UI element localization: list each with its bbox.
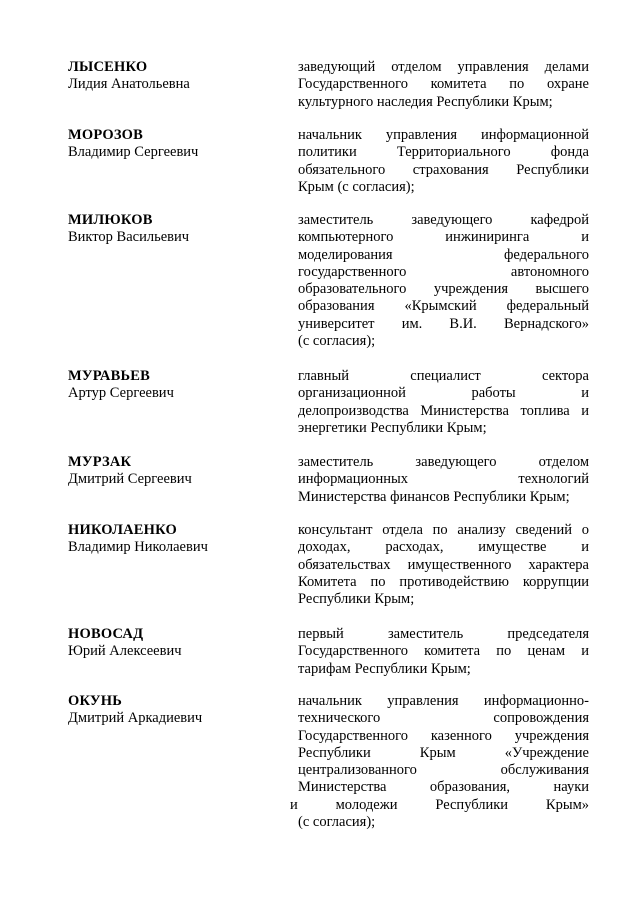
position-line: образовательного учреждения высшего xyxy=(298,281,589,298)
position-line: заместитель заведующего отделом xyxy=(298,454,589,470)
position-line: тарифам Республики Крым; xyxy=(298,660,471,677)
position-line: Государственного комитета по охране xyxy=(298,76,589,93)
person-name-block xyxy=(68,454,278,488)
position-line: моделирования федерального xyxy=(298,246,589,263)
surname: ЛЫСЕНКО xyxy=(68,59,148,75)
position-line: технического сопровождения xyxy=(298,710,589,727)
position-description xyxy=(298,127,589,196)
person-name-block xyxy=(68,212,278,246)
position-line: Республики Крым «Учреждение xyxy=(298,744,589,761)
position-line: Крым (с согласия); xyxy=(298,178,415,195)
position-description xyxy=(298,368,589,437)
position-line: делопроизводства Министерства топлива и xyxy=(298,402,589,419)
position-line: энергетики Республики Крым; xyxy=(298,419,487,436)
position-line: организационной работы и xyxy=(298,385,589,402)
position-line: заместитель заведующего кафедрой xyxy=(298,212,589,228)
position-description xyxy=(290,693,589,831)
position-description xyxy=(298,626,589,678)
given-names: Виктор Васильевич xyxy=(68,229,190,245)
person-name-block xyxy=(68,368,278,402)
surname: НОВОСАД xyxy=(68,626,144,642)
position-line: начальник управления информационной xyxy=(298,127,589,143)
person-name-block xyxy=(68,626,278,660)
person-name-block xyxy=(68,59,278,93)
position-line: Республики Крым; xyxy=(298,591,415,608)
position-description xyxy=(298,522,589,608)
person-name-block xyxy=(68,522,278,556)
given-names: Владимир Сергеевич xyxy=(68,144,199,160)
position-line: первый заместитель председателя xyxy=(298,626,589,642)
surname: МУРАВЬЕВ xyxy=(68,368,151,384)
position-line: (с согласия); xyxy=(298,814,376,831)
position-line: Государственного казенного учреждения xyxy=(298,727,589,744)
given-names: Лидия Анатольевна xyxy=(68,76,190,92)
position-line: доходах, расходах, имуществе и xyxy=(298,539,589,556)
position-line: заведующий отделом управления делами xyxy=(298,59,589,75)
position-line: консультант отдела по анализу сведений о xyxy=(298,522,589,538)
surname: МИЛЮКОВ xyxy=(68,212,153,228)
person-name-block xyxy=(68,127,278,161)
given-names: Дмитрий Сергеевич xyxy=(68,471,192,487)
position-line: политики Территориального фонда xyxy=(298,144,589,161)
position-line: (с согласия); xyxy=(298,333,376,350)
position-line: обязательного страхования Республики xyxy=(298,161,589,178)
surname: МУРЗАК xyxy=(68,454,132,470)
position-line: обязательствах имущественного характера xyxy=(298,556,589,573)
position-line: университет им. В.И. Вернадского» xyxy=(298,315,589,332)
person-name-block xyxy=(68,693,278,727)
position-line: централизованного обслуживания xyxy=(298,762,589,779)
given-names: Артур Сергеевич xyxy=(68,385,174,401)
position-line: образования «Крымский федеральный xyxy=(298,298,589,315)
position-description xyxy=(298,212,589,350)
position-description xyxy=(298,59,589,111)
given-names: Владимир Николаевич xyxy=(68,539,208,555)
position-line: государственного автономного xyxy=(298,263,589,280)
surname: ОКУНЬ xyxy=(68,693,123,709)
position-line: Министерства образования, науки xyxy=(298,779,589,796)
position-description xyxy=(298,454,589,506)
given-names: Дмитрий Аркадиевич xyxy=(68,710,203,726)
position-line: и молодежи Республики Крым» xyxy=(290,796,589,813)
position-line: Комитета по противодействию коррупции xyxy=(298,573,589,590)
position-line: Государственного комитета по ценам и xyxy=(298,643,589,660)
position-line: информационных технологий xyxy=(298,471,589,488)
position-line: главный специалист сектора xyxy=(298,368,589,384)
surname: МОРОЗОВ xyxy=(68,127,144,143)
position-line: компьютерного инжиниринга и xyxy=(298,229,589,246)
surname: НИКОЛАЕНКО xyxy=(68,522,177,538)
position-line: культурного наследия Республики Крым; xyxy=(298,93,553,110)
position-line: Министерства финансов Республики Крым; xyxy=(298,488,570,505)
position-line: начальник управления информационно- xyxy=(298,693,589,709)
given-names: Юрий Алексеевич xyxy=(68,643,182,659)
